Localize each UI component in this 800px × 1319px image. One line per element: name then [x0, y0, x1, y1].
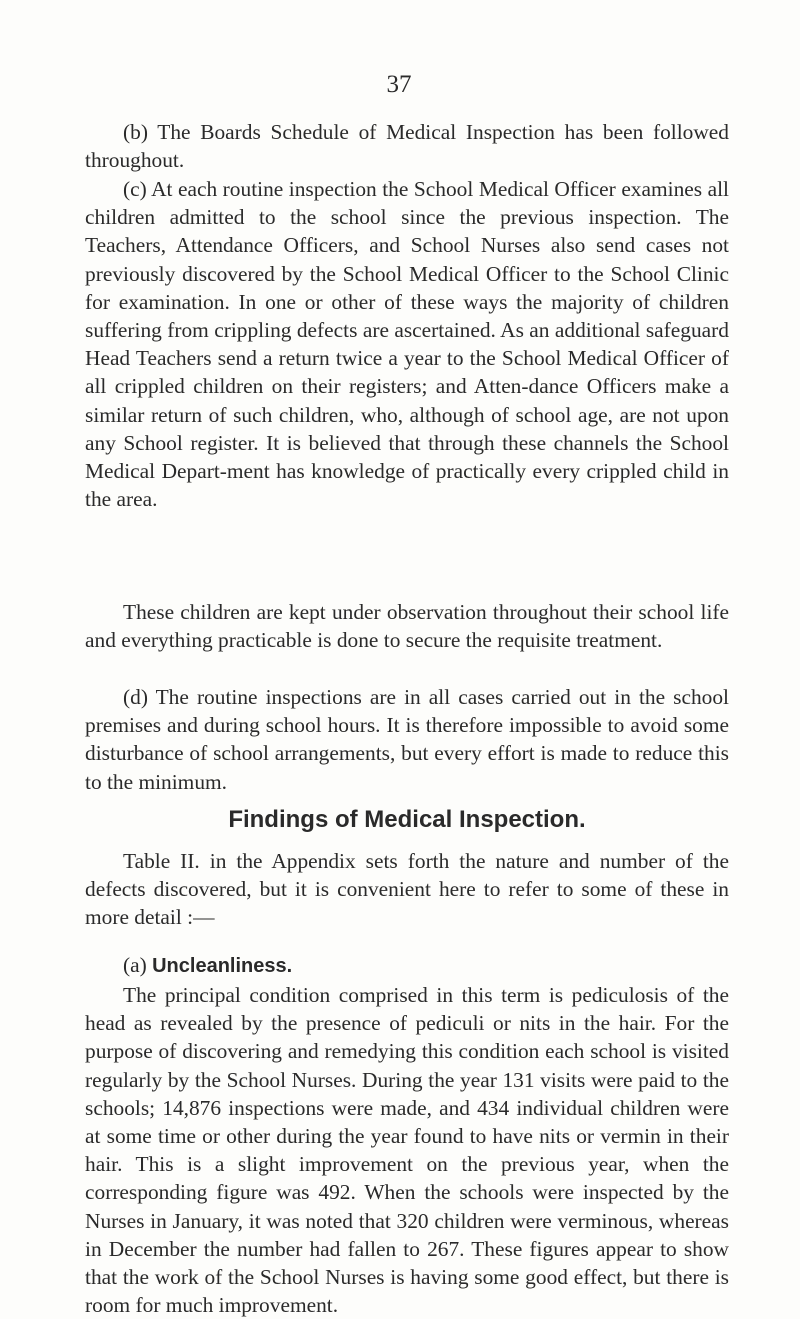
intro-paragraph: Table II. in the Appendix sets forth the nature and number of the defects discovered, but it is convenient here to refer to some of these in more detail :—	[85, 849, 729, 930]
uncleanliness-paragraph: The principal condition comprised in this term is pediculosis of the head as revealed by the presence of pediculi or nits in the hair. For the purpose of discovering and remedying this condition each school is visited regularly by the School Nurses. During the year 131 visits were paid to the schools; 14,876 inspections were made, and 434 individual children were at some time or other during the year found to have nits or vermin in their hair. This is a slight improvement on the previous year, when the corresponding figure was 492. When the schools were inspected by the Nurses in January, it was noted that 320 children were verminous, whereas in December the number had fallen to 267. These figures appear to show that the work of the School Nurses is having some good effect, but there is room for much improvement.	[85, 983, 729, 1318]
paragraph-c: (c) At each routine inspection the School Medical Officer examines all children admitted to the school since the previous inspection. The Teachers, Attendance Officers, and School Nurses also send cases not previously discovered by the School Medical Officer to the School Clinic for examination. In one or other of these ways the majority of children suffering from crippling defects are ascertained. As an additional safeguard Head Teachers send a return twice a year to the School Medical Officer of all crippled children on their registers; and Atten-dance Officers make a similar return of such children, who, although of school age, are not upon any School register. It is believed that through these channels the School Medical Depart-ment has knowledge of practically every crippled child in the area.	[85, 177, 729, 512]
subsection-title: Uncleanliness.	[152, 955, 293, 977]
page-number: 37	[386, 71, 412, 98]
paragraph-d: (d) The routine inspections are in all cases carried out in the school premises and during school hours. It is therefore impossible to avoid some disturbance of school arrangements, but every effort is made to reduce this to the minimum.	[85, 685, 729, 794]
paragraph-c-continued: These children are kept under observation throughout their school life and everything practicable is done to secure the requisite treatment.	[85, 600, 729, 653]
subsection-prefix: (a)	[123, 953, 147, 977]
section-heading: Findings of Medical Inspection.	[228, 806, 586, 833]
paragraph-b: (b) The Boards Schedule of Medical Inspection has been followed throughout.	[85, 120, 729, 173]
subsection-heading	[123, 951, 292, 980]
